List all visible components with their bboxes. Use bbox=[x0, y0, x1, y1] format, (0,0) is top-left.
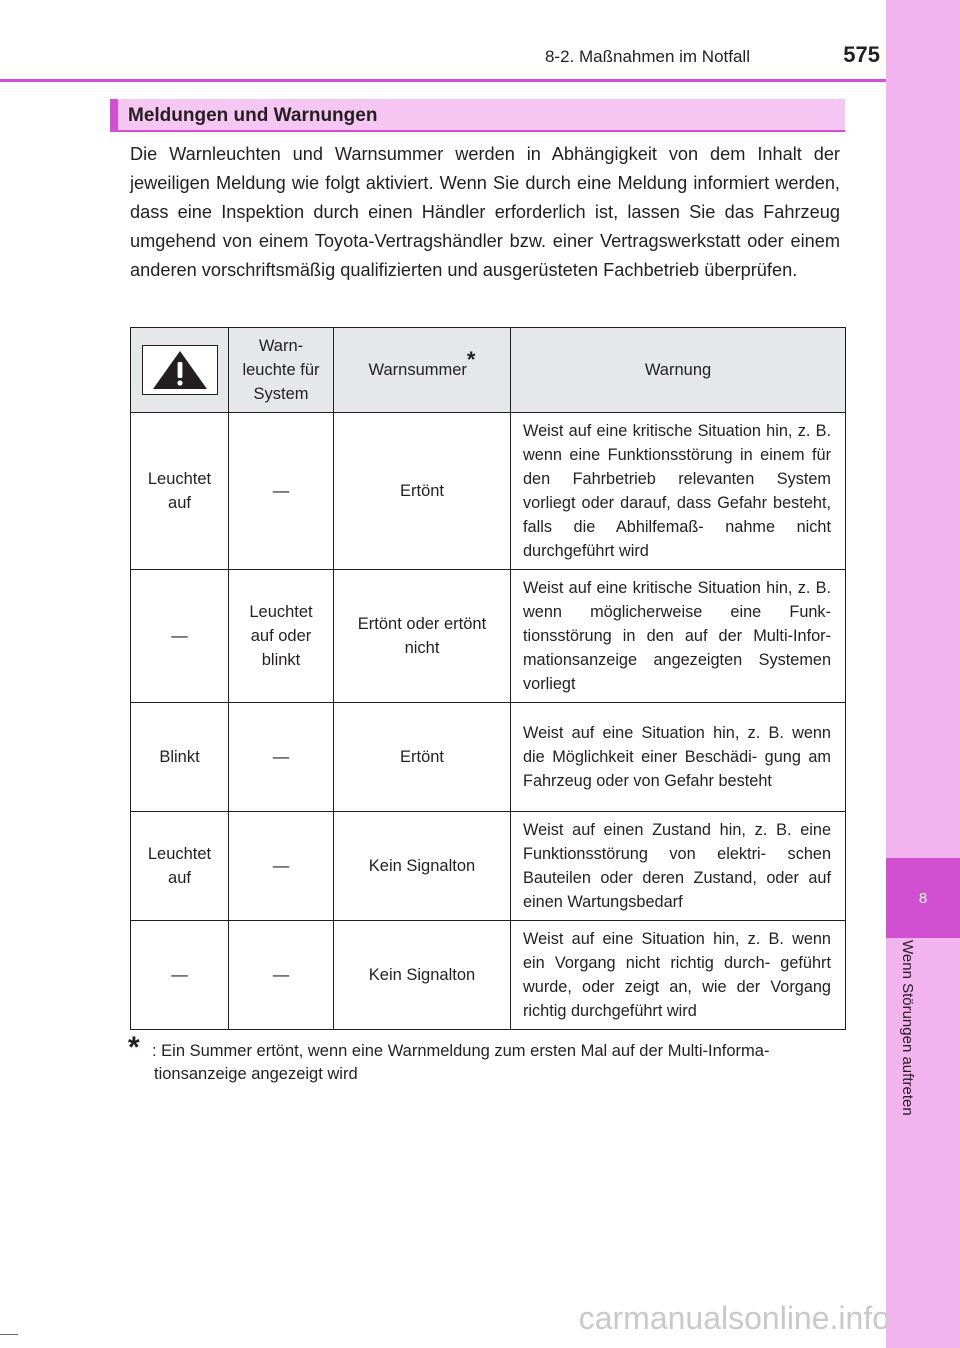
chapter-number: 8 bbox=[918, 889, 928, 907]
cell-text: auf oder bbox=[250, 627, 312, 645]
chapter-tab-label: Wenn Störungen auftreten bbox=[899, 940, 916, 1116]
warning-symbol-box bbox=[142, 345, 218, 395]
table-header-row bbox=[131, 328, 846, 413]
cell-system-lamp bbox=[229, 570, 334, 703]
cell-indicator: — bbox=[131, 921, 229, 1030]
cell-warning: Weist auf einen Zustand hin, z. B. eine Funktionsstörung von elektri- schen Bauteilen oder deren Zustand, oder auf einen Wartungsbedarf bbox=[511, 812, 846, 921]
cell-indicator bbox=[131, 812, 229, 921]
header-rule bbox=[0, 79, 886, 82]
cell-indicator bbox=[131, 413, 229, 570]
cell-system-lamp: — bbox=[229, 703, 334, 812]
footnote-star: * bbox=[466, 346, 476, 372]
header-buzzer-label: Warnsummer bbox=[368, 361, 467, 379]
cell-text: nicht bbox=[404, 639, 440, 657]
cell-warning: Weist auf eine Situation hin, z. B. wenn die Möglichkeit einer Beschädi- gung am Fahrzeug oder von Gefahr besteht bbox=[511, 703, 846, 812]
cell-text: auf bbox=[168, 494, 191, 512]
footnote bbox=[128, 1031, 848, 1086]
header-system-lamp bbox=[229, 328, 334, 413]
cell-warning: Weist auf eine kritische Situation hin, z. B. wenn eine Funktionsstörung in einem für den Fahrbetrieb relevanten System vorliegt oder darauf, dass Gefahr besteht, falls die Abhilfemaß- nahme nicht durchgeführt wird bbox=[511, 413, 846, 570]
header-warning: Warnung bbox=[511, 328, 846, 413]
table-row bbox=[131, 812, 846, 921]
cell-buzzer: Ertönt bbox=[334, 413, 511, 570]
warning-table bbox=[130, 327, 846, 1030]
cell-indicator: — bbox=[131, 570, 229, 703]
section-title: Meldungen und Warnungen bbox=[128, 105, 378, 126]
section-heading-bar bbox=[110, 99, 118, 132]
table-row bbox=[131, 413, 846, 570]
cell-text: Ertönt oder ertönt bbox=[357, 615, 487, 633]
intro-paragraph: Die Warnleuchten und Warnsummer werden in Abhängigkeit von dem Inhalt der jeweiligen Meldung wie folgt aktiviert. Wenn Sie durch eine Meldung informiert werden, dass eine Inspektion durch einen Händler erforderlich ist, lassen Sie das Fahrzeug umgehend von einem Toyota-Vertragshändler bzw. einer Vertragswerkstatt oder einem anderen vorschriftsmäßig qualifizierten und ausgerüsteten Fachbetrieb überprüfen. bbox=[130, 144, 840, 280]
footnote-text bbox=[128, 1040, 848, 1086]
table-row bbox=[131, 921, 846, 1030]
running-header: 8-2. Maßnahmen im Notfall bbox=[544, 47, 750, 66]
page-number: 575 bbox=[843, 42, 880, 67]
section-heading-rule bbox=[110, 130, 845, 132]
table-row bbox=[131, 703, 846, 812]
header-system-lamp-line: Warn- bbox=[258, 337, 304, 355]
cell-warning: Weist auf eine kritische Situation hin, z. B. wenn möglicherweise eine Funk- tionsstörung in den auf der Multi-Infor- mationsanzeige angezeigten Systemen vorliegt bbox=[511, 570, 846, 703]
cell-buzzer: Kein Signalton bbox=[334, 812, 511, 921]
cell-text: blinkt bbox=[261, 651, 301, 669]
header-buzzer bbox=[334, 328, 511, 413]
chapter-tab-number bbox=[886, 858, 960, 938]
section-heading bbox=[110, 99, 845, 132]
cell-warning: Weist auf eine Situation hin, z. B. wenn ein Vorgang nicht richtig durch- geführt wurde, oder zeigt an, wie der Vorgang richtig durchgeführt wird bbox=[511, 921, 846, 1030]
cell-buzzer bbox=[334, 570, 511, 703]
footnote-star: * bbox=[128, 1031, 140, 1064]
cell-text: Leuchtet bbox=[249, 603, 313, 621]
cell-text: auf bbox=[168, 869, 191, 887]
header-system-lamp-line: leuchte für bbox=[242, 361, 320, 379]
cell-text: Leuchtet bbox=[147, 845, 212, 863]
cell-system-lamp: — bbox=[229, 921, 334, 1030]
cell-indicator: Blinkt bbox=[131, 703, 229, 812]
cell-buzzer: Kein Signalton bbox=[334, 921, 511, 1030]
footnote-line-wrap bbox=[152, 1063, 848, 1086]
header-indicator-cell bbox=[131, 328, 229, 413]
crop-mark bbox=[0, 1334, 18, 1335]
footnote-line: : Ein Summer ertönt, wenn eine Warnmeldung zum ersten Mal auf der Multi-Informa- bbox=[152, 1042, 770, 1060]
cell-system-lamp: — bbox=[229, 812, 334, 921]
header-system-lamp-line: System bbox=[253, 385, 309, 403]
cell-text: Leuchtet bbox=[147, 470, 212, 488]
footnote-line: tionsanzeige angezeigt wird bbox=[154, 1065, 358, 1083]
watermark: carmanualsonline.info bbox=[578, 1300, 890, 1336]
table-row bbox=[131, 570, 846, 703]
warning-triangle-icon bbox=[149, 349, 211, 391]
cell-system-lamp: — bbox=[229, 413, 334, 570]
cell-buzzer: Ertönt bbox=[334, 703, 511, 812]
